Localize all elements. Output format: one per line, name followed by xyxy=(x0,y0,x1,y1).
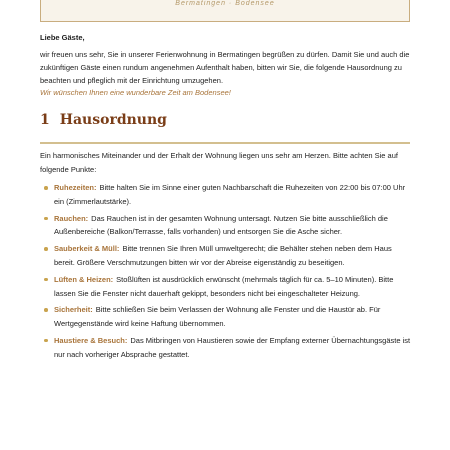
item-text: Stoßlüften ist ausdrücklich erwünscht (mehrmals täglich für ca. 5–10 Minuten). Bitte lassen Sie die Fenster nicht dauerhaft gekippt, besonders nicht bei eingeschalteter Heizung. xyxy=(54,274,394,298)
item-text: Bitte halten Sie im Sinne einer guten Nachbarschaft die Ruhezeiten von 22:00 bis 07:00 Uhr ein (Zimmerlautstärke). xyxy=(54,183,406,206)
item-term: Haustiere & Besuch: xyxy=(54,335,128,345)
section-heading xyxy=(40,112,167,128)
bullet-dot-icon xyxy=(44,339,48,343)
item-term: Sicherheit: xyxy=(54,305,93,315)
bullet-dot-icon xyxy=(44,278,48,282)
list-item xyxy=(40,303,412,331)
item-term: Sauberkeit & Müll: xyxy=(54,244,120,254)
list-item xyxy=(40,273,412,301)
bullet-dot-icon xyxy=(44,247,48,251)
bullet-dot-icon xyxy=(44,217,48,221)
item-term: Rauchen: xyxy=(54,213,89,223)
item-text: Das Mitbringen von Haustieren sowie der Empfang externer Übernachtungsgäste ist nur nach vorheriger Absprache gestattet. xyxy=(54,335,411,359)
header-banner xyxy=(40,0,410,22)
wish-line: Wir wünschen Ihnen eine wunderbare Zeit am Bodensee! xyxy=(40,88,231,97)
item-term: Lüften & Heizen: xyxy=(54,274,114,284)
item-text: Bitte schließen Sie beim Verlassen der Wohnung alle Fenster und die Haustür ab. Für Wertgegenstände wird keine Haftung übernommen. xyxy=(54,305,381,329)
rules-list xyxy=(40,181,412,365)
list-item xyxy=(40,181,412,209)
bullet-dot-icon xyxy=(44,186,48,190)
section-lead: Ein harmonisches Miteinander und der Erhalt der Wohnung liegen uns sehr am Herzen. Bitte achten Sie auf folgende Punkte: xyxy=(40,151,398,174)
bullet-dot-icon xyxy=(44,308,48,312)
item-text: Das Rauchen ist in der gesamten Wohnung untersagt. Nutzen Sie bitte ausschließlich die Außenbereiche (Balkon/Terrasse, falls vorhanden) und entsorgen Sie die Asche sicher. xyxy=(54,213,388,237)
greeting: Liebe Gäste, xyxy=(40,33,85,42)
list-item xyxy=(40,334,412,362)
item-term: Ruhezeiten: xyxy=(54,183,97,192)
section-title: Hausordnung xyxy=(59,112,167,128)
section-divider xyxy=(40,142,410,144)
item-text: Bitte trennen Sie Ihren Müll umweltgerecht; die Behälter stehen neben dem Haus bereit. Größere Verschmutzungen bitten wir vor der Abreise eigenständig zu beseitigen. xyxy=(54,244,392,267)
header-subtitle: Bermatingen · Bodensee xyxy=(175,0,275,7)
section-number: 1 xyxy=(40,112,50,128)
intro-paragraph: wir freuen uns sehr, Sie in unserer Ferienwohnung in Bermatingen begrüßen zu dürfen. Damit Sie und auch die zukünftigen Gäste einen rundum angenehmen Aufenthalt haben, bitten wir Sie, die folgende Hausordnung zu beachten und pfleglich mit der Einrichtung umzugehen. xyxy=(40,50,410,85)
list-item xyxy=(40,212,412,240)
list-item xyxy=(40,242,412,270)
